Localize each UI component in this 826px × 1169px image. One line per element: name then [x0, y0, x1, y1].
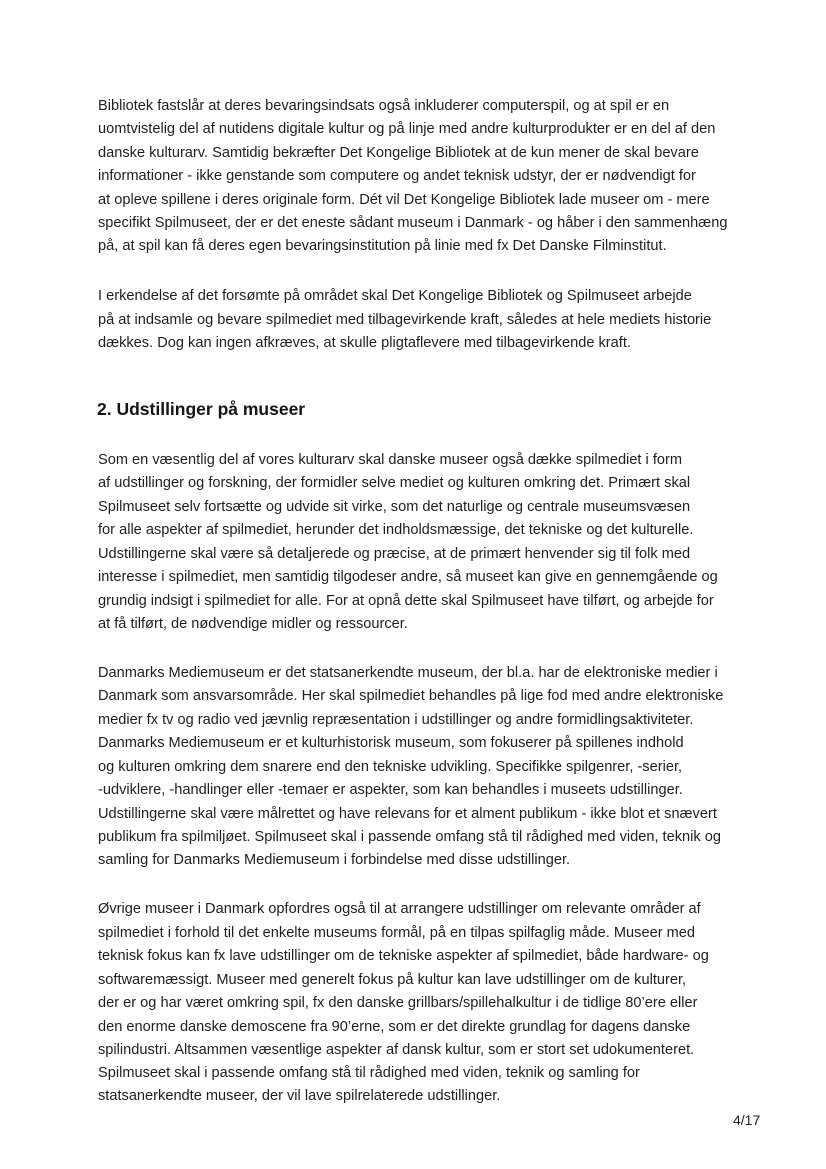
text-line: publikum fra spilmiljøet. Spilmuseet skal i passende omfang stå til rådighed med viden, teknik og: [98, 829, 721, 845]
text-line: Bibliotek fastslår at deres bevaringsindsats også inkluderer computerspil, og at spil er en: [98, 98, 670, 114]
text-line: statsanerkendte museer, der vil lave spilrelaterede udstillinger.: [98, 1088, 501, 1104]
text-line: den enorme danske demoscene fra 90’erne, som er det direkte grundlag for dagens danske: [98, 1019, 691, 1035]
text-line: at opleve spillene i deres originale form. Dét vil Det Kongelige Bibliotek lade museer om - mere: [98, 192, 710, 208]
text-line: Spilmuseet selv fortsætte og udvide sit virke, som det naturlige og centrale museumsvæsen: [98, 499, 691, 515]
text-line: grundig indsigt i spilmediet for alle. For at opnå dette skal Spilmuseet have tilført, og arbejde for: [98, 593, 714, 609]
text-line: informationer - ikke genstande som computere og andet teknisk udstyr, der er nødvendigt for: [98, 168, 696, 184]
text-line: Udstillingerne skal være målrettet og have relevans for et alment publikum - ikke blot et snævert: [98, 806, 717, 822]
text-line: og kulturen omkring dem snarere end den tekniske udvikling. Specifikke spilgenrer, -serier,: [98, 759, 683, 775]
text-line: der er og har været omkring spil, fx den danske grillbars/spillehalkultur i de tidlige 80’ere eller: [98, 995, 698, 1011]
text-line: Som en væsentlig del af vores kulturarv skal danske museer også dække spilmediet i form: [98, 452, 683, 468]
text-line: uomtvistelig del af nutidens digitale kultur og på linje med andre kulturprodukter er en del af den: [98, 121, 716, 137]
text-line: Danmarks Mediemuseum er et kulturhistorisk museum, som fokuserer på spillenes indhold: [98, 735, 684, 751]
text-line: dækkes. Dog kan ingen afkræves, at skulle pligtaflevere med tilbagevirkende kraft.: [98, 335, 631, 351]
text-line: teknisk fokus kan fx lave udstillinger om de tekniske aspekter af spilmediet, både hardware- og: [98, 948, 709, 964]
text-line: på, at spil kan få deres egen bevaringsinstitution på linie med fx Det Danske Filminstitut.: [98, 238, 667, 254]
text-line: I erkendelse af det forsømte på området skal Det Kongelige Bibliotek og Spilmuseet arbejde: [98, 288, 692, 304]
text-line: danske kulturarv. Samtidig bekræfter Det Kongelige Bibliotek at de kun mener de skal bevare: [98, 145, 699, 161]
text-line: softwaremæssigt. Museer med generelt fokus på kultur kan lave udstillinger om de kulturer,: [98, 972, 687, 988]
text-line: at få tilført, de nødvendige midler og ressourcer.: [98, 616, 408, 632]
text-line: Danmark som ansvarsområde. Her skal spilmediet behandles på lige fod med andre elektroniske: [98, 688, 724, 704]
text-line: -udviklere, -handlinger eller -temaer er aspekter, som kan behandles i museets udstillinger.: [98, 782, 683, 798]
text-line: spilmediet i forhold til det enkelte museums formål, på en tilpas spilfaglig måde. Museer med: [98, 925, 696, 941]
text-line: Spilmuseet skal i passende omfang stå til rådighed med viden, teknik og samling for: [98, 1065, 640, 1081]
text-line: samling for Danmarks Mediemuseum i forbindelse med disse udstillinger.: [98, 852, 571, 868]
text-line: på at indsamle og bevare spilmediet med tilbagevirkende kraft, således at hele mediets historie: [98, 312, 712, 328]
text-line: medier fx tv og radio ved jævnlig repræsentation i udstillinger og andre formidlingsaktiviteter.: [98, 712, 694, 728]
text-line: Øvrige museer i Danmark opfordres også til at arrangere udstillinger om relevante områder af: [98, 901, 701, 917]
text-line: Udstillingerne skal være så detaljerede og præcise, at de primært henvender sig til folk med: [98, 546, 691, 562]
section-heading: 2. Udstillinger på museer: [97, 399, 306, 419]
text-line: spilindustri. Altsammen væsentlige aspekter af dansk kultur, som er stort set udokumenteret.: [98, 1042, 695, 1058]
text-line: af udstillinger og forskning, der formidler selve mediet og kulturen omkring det. Primært skal: [98, 475, 691, 491]
text-line: for alle aspekter af spilmediet, herunder det indholdsmæssige, det tekniske og det kulturelle.: [98, 522, 694, 538]
page-number: 4/17: [733, 1112, 761, 1128]
text-line: specifikt Spilmuseet, der er det eneste sådant museum i Danmark - og håber i den sammenhæng: [98, 215, 728, 231]
text-line: Danmarks Mediemuseum er det statsanerkendte museum, der bl.a. har de elektroniske medier i: [98, 665, 718, 681]
text-line: interesse i spilmediet, men samtidig tilgodeser andre, så museet kan give en gennemgående og: [98, 569, 718, 585]
